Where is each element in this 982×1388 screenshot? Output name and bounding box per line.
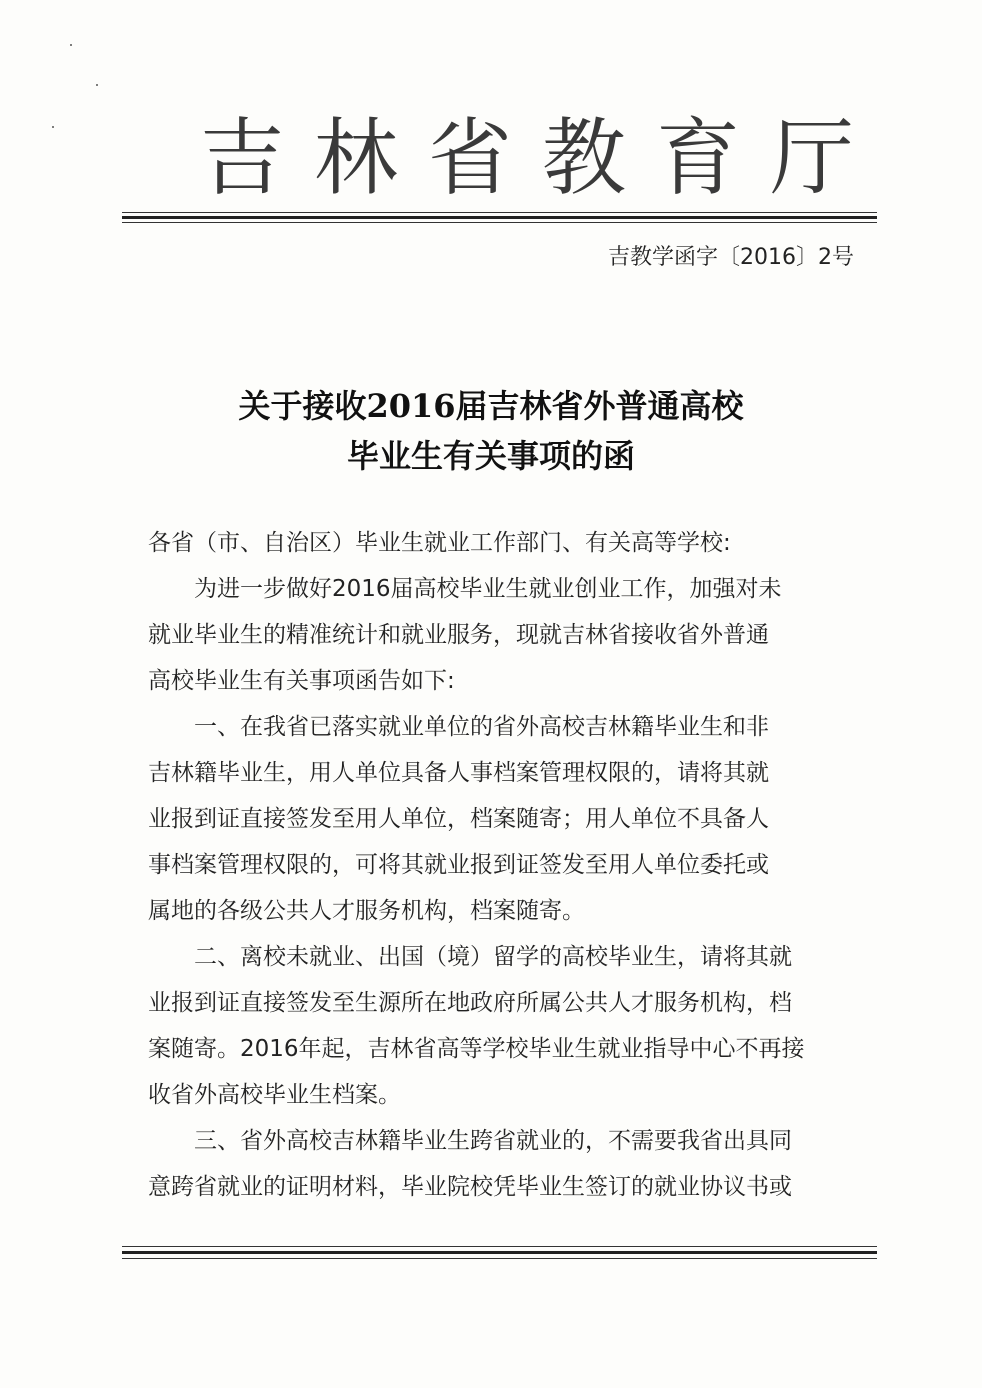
footer-rule-thin: [122, 1246, 877, 1247]
document-title-line-2: 毕业生有关事项的函: [346, 437, 635, 475]
paragraph-line: 为进一步做好2016届高校毕业生就业创业工作，加强对未: [194, 576, 782, 602]
paragraph-line: 业报到证直接签发至生源所在地政府所属公共人才服务机构，档: [148, 990, 792, 1016]
agency-letterhead: 吉林省教育厅: [200, 109, 885, 207]
document-title-line-1: 关于接收2016届吉林省外普通高校: [238, 387, 744, 425]
paragraph-line: 一、在我省已落实就业单位的省外高校吉林籍毕业生和非: [194, 714, 769, 740]
paragraph-line: 高校毕业生有关事项函告如下:: [148, 668, 455, 694]
paragraph-line: 事档案管理权限的，可将其就业报到证签发至用人单位委托或: [148, 852, 769, 878]
document-body: [148, 520, 848, 1210]
scan-speck: [96, 84, 98, 86]
scan-speck: [70, 44, 72, 46]
footer-rule-thick: [122, 1251, 877, 1254]
addressee: 各省（市、自治区）毕业生就业工作部门、有关高等学校:: [148, 530, 731, 556]
paragraph-line: 属地的各级公共人才服务机构，档案随寄。: [148, 898, 585, 924]
paragraph-line: 业报到证直接签发至用人单位，档案随寄；用人单位不具备人: [148, 806, 769, 832]
header-rule-thin-bottom: [122, 222, 877, 223]
header-rule-thin: [122, 212, 877, 213]
paragraph-line: 就业毕业生的精准统计和就业服务，现就吉林省接收省外普通: [148, 622, 769, 648]
paragraph-line: 意跨省就业的证明材料，毕业院校凭毕业生签订的就业协议书或: [148, 1174, 792, 1200]
paragraph-line: 收省外高校毕业生档案。: [148, 1082, 401, 1108]
paragraph-line: 二、离校未就业、出国（境）留学的高校毕业生，请将其就: [194, 944, 792, 970]
paragraph-line: 吉林籍毕业生，用人单位具备人事档案管理权限的，请将其就: [148, 760, 769, 786]
scan-speck: [52, 126, 54, 128]
header-rule-thick: [122, 216, 877, 219]
paragraph-line: 案随寄。2016年起，吉林省高等学校毕业生就业指导中心不再接: [148, 1036, 805, 1062]
paragraph-line: 三、省外高校吉林籍毕业生跨省就业的，不需要我省出具同: [194, 1128, 792, 1154]
footer-rule-thin-bottom: [122, 1258, 877, 1259]
document-number: 吉教学函字〔2016〕2号: [608, 245, 854, 270]
